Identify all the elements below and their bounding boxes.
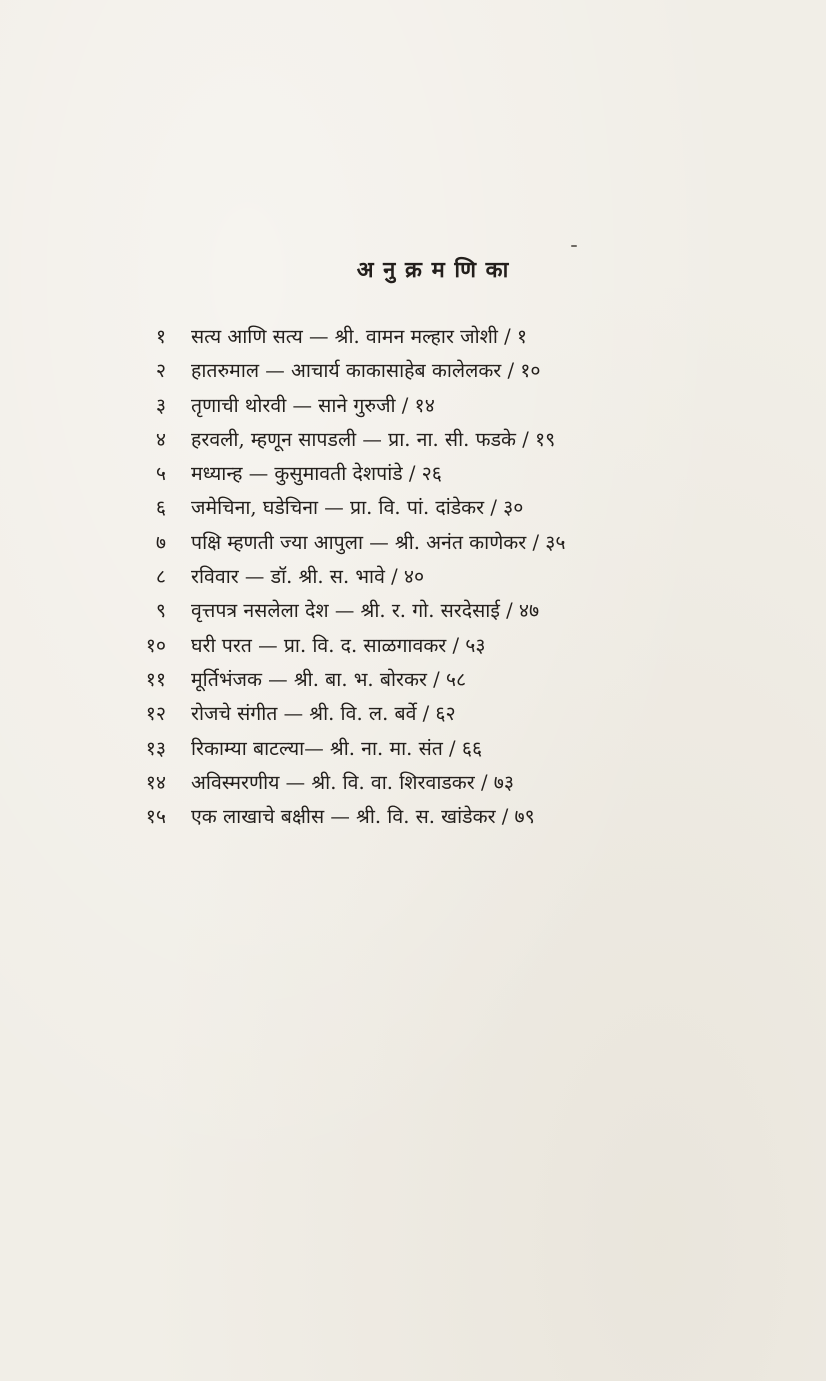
toc-text: मूर्तिभंजक — श्री. बा. भ. बोरकर / ५८: [191, 667, 467, 691]
toc-text: सत्य आणि सत्य — श्री. वामन मल्हार जोशी / १: [191, 325, 528, 348]
toc-number: ११: [145, 667, 166, 691]
page-title: अ नु क्र म णि का: [356, 257, 510, 283]
toc-number: ४: [155, 427, 166, 451]
toc-entry-8: [120, 562, 780, 596]
toc-text: हातरुमाल — आचार्य काकासाहेब कालेलकर / १०: [191, 359, 541, 383]
toc-entry-9: [120, 596, 780, 630]
toc-text: जमेचिना, घडेचिना — प्रा. वि. पां. दांडेकर / ३०: [191, 496, 524, 520]
toc-entry-15: [120, 802, 780, 836]
toc-entry-5: [120, 459, 780, 493]
toc-text: तृणाची थोरवी — साने गुरुजी / १४: [191, 393, 435, 417]
toc-entry-7: [120, 528, 780, 562]
toc-entry-3: [120, 391, 780, 425]
ink-speck: [571, 245, 577, 247]
toc-entry-11: [120, 665, 780, 699]
toc-number: ९: [155, 599, 166, 623]
toc-number: ६: [155, 496, 166, 520]
toc-number: १४: [145, 770, 166, 794]
toc-number: ८: [155, 565, 166, 589]
toc-number: २: [155, 359, 166, 383]
toc-number: ५: [155, 462, 166, 486]
toc-text: रविवार — डॉ. श्री. स. भावे / ४०: [191, 565, 425, 589]
toc-number: १२: [145, 702, 166, 726]
toc-entry-14: [120, 768, 780, 802]
toc-entry-2: [120, 356, 780, 390]
toc-entry-10: [120, 631, 780, 665]
toc-entry-1: [120, 322, 780, 356]
toc-entry-6: [120, 493, 780, 527]
table-of-contents: [120, 322, 780, 836]
toc-text: एक लाखाचे बक्षीस — श्री. वि. स. खांडेकर / ७९: [191, 805, 535, 829]
toc-text: घरी परत — प्रा. वि. द. साळगावकर / ५३: [191, 633, 486, 657]
toc-number: १३: [145, 736, 166, 760]
toc-number: १५: [145, 805, 166, 829]
toc-text: अविस्मरणीय — श्री. वि. वा. शिरवाडकर / ७३: [191, 770, 515, 794]
toc-number: १: [155, 325, 166, 348]
toc-text: मध्यान्ह — कुसुमावती देशपांडे / २६: [191, 462, 442, 486]
toc-text: वृत्तपत्र नसलेला देश — श्री. र. गो. सरदेसाई / ४७: [191, 599, 540, 623]
toc-text: हरवली, म्हणून सापडली — प्रा. ना. सी. फडके / १९: [191, 427, 556, 451]
toc-number: ३: [155, 393, 166, 417]
toc-text: रिकाम्या बाटल्या— श्री. ना. मा. संत / ६६: [191, 736, 483, 760]
toc-entry-4: [120, 425, 780, 459]
toc-entry-13: [120, 734, 780, 768]
toc-entry-12: [120, 699, 780, 733]
toc-number: १०: [145, 633, 166, 657]
toc-text: पक्षि म्हणती ज्या आपुला — श्री. अनंत काणेकर / ३५: [191, 530, 566, 554]
toc-number: ७: [155, 530, 166, 554]
toc-text: रोजचे संगीत — श्री. वि. ल. बर्वे / ६२: [191, 702, 456, 726]
